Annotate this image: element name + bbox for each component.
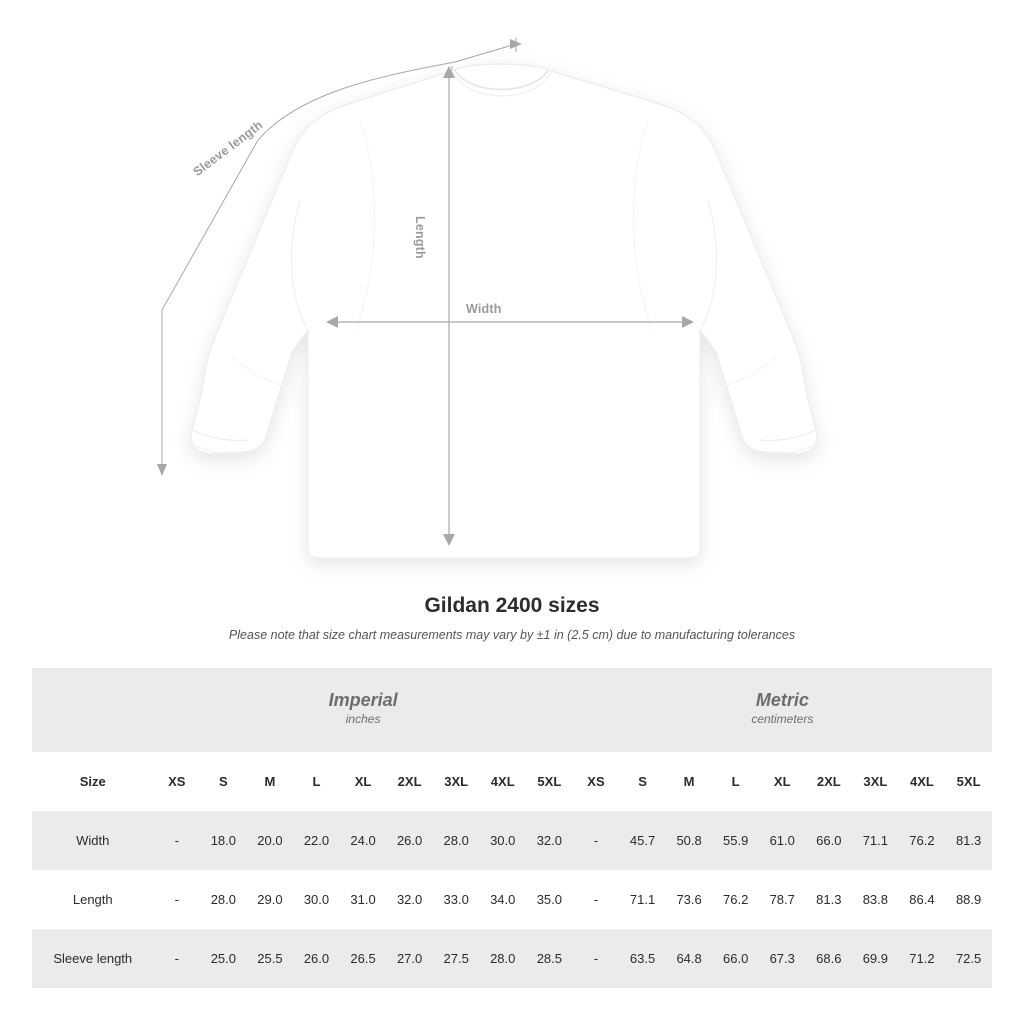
cell-sleeve-imperial-xs: - [154,929,201,988]
table-corner-cell [32,668,154,752]
system-header-row [32,668,992,752]
cell-sleeve-metric-5xl: 72.5 [945,929,992,988]
cell-sleeve-imperial-5xl: 28.5 [526,929,573,988]
cell-length-imperial-4xl: 34.0 [479,870,526,929]
system-imperial-cell [154,668,573,752]
size-header-imperial-2xl: 2XL [386,752,433,811]
cell-sleeve-imperial-3xl: 27.5 [433,929,480,988]
size-header-imperial-3xl: 3XL [433,752,480,811]
cell-width-imperial-s: 18.0 [200,811,247,870]
size-table-wrapper [32,668,992,988]
cell-length-metric-5xl: 88.9 [945,870,992,929]
size-header-imperial-xs: XS [154,752,201,811]
cell-width-imperial-2xl: 26.0 [386,811,433,870]
page-title: Gildan 2400 sizes [424,594,600,617]
cell-sleeve-imperial-2xl: 27.0 [386,929,433,988]
tolerance-note: Please note that size chart measurements may vary by ±1 in (2.5 cm) due to manufacturing tolerances [228,628,796,642]
cell-sleeve-metric-2xl: 68.6 [806,929,853,988]
row-label-width: Width [32,811,154,870]
cell-length-imperial-3xl: 33.0 [433,870,480,929]
size-header-imperial-m: M [247,752,294,811]
size-header-imperial-l: L [293,752,340,811]
size-header-metric-l: L [712,752,759,811]
system-imperial-name: Imperial [328,689,398,710]
size-header-metric-4xl: 4XL [899,752,946,811]
cell-sleeve-metric-3xl: 69.9 [852,929,899,988]
cell-width-imperial-xs: - [154,811,201,870]
size-header-label: Size [32,752,154,811]
row-label-length: Length [32,870,154,929]
size-table [32,668,992,988]
cell-length-metric-s: 71.1 [619,870,666,929]
cell-sleeve-imperial-4xl: 28.0 [479,929,526,988]
size-header-metric-xs: XS [573,752,620,811]
cell-length-imperial-s: 28.0 [200,870,247,929]
length-dimension-label: Length [413,216,427,259]
cell-sleeve-metric-m: 64.8 [666,929,713,988]
system-imperial-unit: inches [345,712,381,727]
title-block [0,594,1024,642]
table-row [32,929,992,988]
cell-length-metric-4xl: 86.4 [899,870,946,929]
row-label-sleeve-length: Sleeve length [32,929,154,988]
cell-length-imperial-2xl: 32.0 [386,870,433,929]
cell-width-metric-xl: 61.0 [759,811,806,870]
cell-sleeve-metric-4xl: 71.2 [899,929,946,988]
shirt-shape [191,64,817,558]
cell-length-imperial-m: 29.0 [247,870,294,929]
cell-length-metric-3xl: 83.8 [852,870,899,929]
system-metric-unit: centimeters [751,712,814,727]
cell-width-imperial-l: 22.0 [293,811,340,870]
cell-width-imperial-xl: 24.0 [340,811,387,870]
cell-width-metric-5xl: 81.3 [945,811,992,870]
cell-length-imperial-xl: 31.0 [340,870,387,929]
cell-width-imperial-3xl: 28.0 [433,811,480,870]
cell-width-metric-xs: - [573,811,620,870]
cell-width-metric-4xl: 76.2 [899,811,946,870]
sleeve-length-dimension-label: Sleeve length [190,117,266,179]
cell-width-metric-3xl: 71.1 [852,811,899,870]
cell-sleeve-metric-l: 66.0 [712,929,759,988]
cell-width-imperial-5xl: 32.0 [526,811,573,870]
width-dimension-label: Width [466,302,502,316]
cell-width-imperial-4xl: 30.0 [479,811,526,870]
size-header-metric-3xl: 3XL [852,752,899,811]
cell-sleeve-imperial-l: 26.0 [293,929,340,988]
table-row [32,811,992,870]
system-metric-name: Metric [755,689,809,710]
cell-sleeve-imperial-m: 25.5 [247,929,294,988]
cell-width-metric-l: 55.9 [712,811,759,870]
cell-length-metric-2xl: 81.3 [806,870,853,929]
cell-sleeve-imperial-s: 25.0 [200,929,247,988]
cell-length-imperial-5xl: 35.0 [526,870,573,929]
size-header-metric-m: M [666,752,713,811]
size-header-imperial-4xl: 4XL [479,752,526,811]
cell-sleeve-metric-xl: 67.3 [759,929,806,988]
cell-length-imperial-xs: - [154,870,201,929]
size-header-metric-s: S [619,752,666,811]
cell-width-metric-m: 50.8 [666,811,713,870]
cell-sleeve-imperial-xl: 26.5 [340,929,387,988]
cell-length-metric-xs: - [573,870,620,929]
size-header-row [32,752,992,811]
cell-width-imperial-m: 20.0 [247,811,294,870]
table-row [32,870,992,929]
system-metric-cell [573,668,992,752]
cell-width-metric-s: 45.7 [619,811,666,870]
cell-length-metric-l: 76.2 [712,870,759,929]
size-header-metric-2xl: 2XL [806,752,853,811]
cell-sleeve-metric-s: 63.5 [619,929,666,988]
cell-width-metric-2xl: 66.0 [806,811,853,870]
size-header-imperial-5xl: 5XL [526,752,573,811]
size-header-metric-xl: XL [759,752,806,811]
size-header-imperial-s: S [200,752,247,811]
size-header-metric-5xl: 5XL [945,752,992,811]
cell-length-metric-xl: 78.7 [759,870,806,929]
cell-sleeve-metric-xs: - [573,929,620,988]
size-header-imperial-xl: XL [340,752,387,811]
cell-length-metric-m: 73.6 [666,870,713,929]
cell-length-imperial-l: 30.0 [293,870,340,929]
